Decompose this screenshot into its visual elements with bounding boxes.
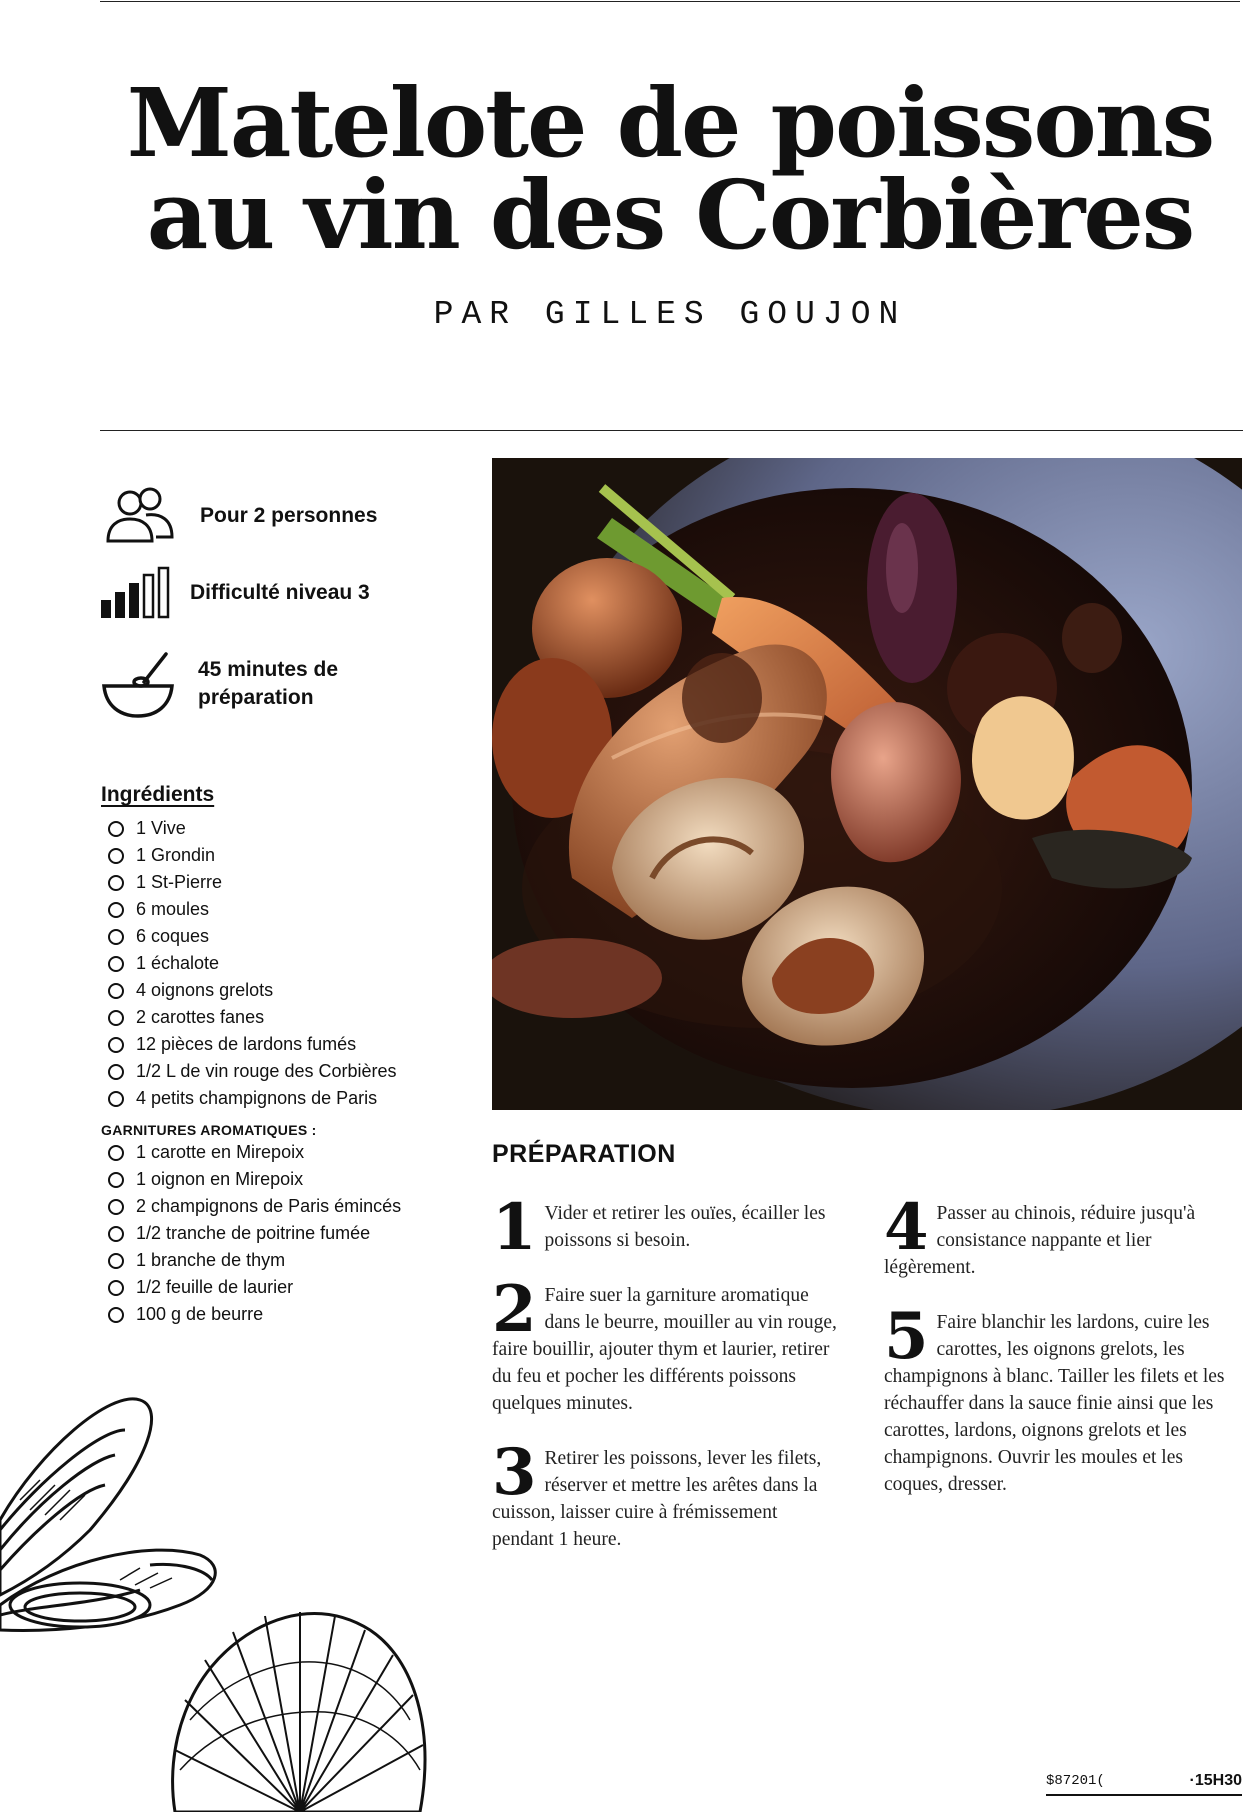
step-text: Retirer les poissons, lever les filets, réserver et mettre les arêtes dans la cuisson, laisser cuire à frémissement pendant 1 heure. [492,1448,822,1550]
step-number: 4 [884,1190,929,1265]
ingredient-item: 1 échalote [108,950,397,977]
step-number: 1 [492,1190,537,1265]
section-rule [100,430,1243,431]
circle-bullet-icon [108,1226,124,1242]
difficulty-text: Difficulté niveau 3 [190,581,370,604]
step-number: 2 [492,1272,537,1347]
author-byline: PAR GILLES GOUJON [433,296,907,333]
ingredient-item: 4 oignons grelots [108,977,397,1004]
circle-bullet-icon [108,1280,124,1296]
circle-bullet-icon [108,1199,124,1215]
garniture-item: 1 branche de thym [108,1247,401,1274]
circle-bullet-icon [108,1172,124,1188]
circle-bullet-icon [108,1145,124,1161]
step-text: Passer au chinois, réduire jusqu'à consistance nappante et lier légèrement. [884,1203,1196,1278]
prep-step-5 [884,1299,1239,1498]
garniture-item: 1/2 feuille de laurier [108,1274,401,1301]
circle-bullet-icon [108,902,124,918]
top-rule [100,1,1240,2]
garnitures-title: GARNITURES AROMATIQUES : [101,1122,317,1138]
circle-bullet-icon [108,821,124,837]
prep-time-info [100,648,398,720]
dish-photo [492,458,1242,1110]
circle-bullet-icon [108,875,124,891]
ingredient-item: 6 moules [108,896,397,923]
ingredient-item: 1 Grondin [108,842,397,869]
recipe-title-line-2: au vin des Corbières [146,160,1194,271]
circle-bullet-icon [108,1010,124,1026]
ingredient-item: 1 St-Pierre [108,869,397,896]
circle-bullet-icon [108,1307,124,1323]
prep-step-4 [884,1190,1239,1281]
step-text: Vider et retirer les ouïes, écailler les poissons si besoin. [544,1203,826,1251]
circle-bullet-icon [108,1091,124,1107]
garniture-item: 1/2 tranche de poitrine fumée [108,1220,401,1247]
difficulty-info [100,566,370,620]
prep-step-2 [492,1272,837,1417]
preparation-title: PRÉPARATION [492,1140,676,1168]
page-footer [1046,1772,1242,1796]
prep-step-3 [492,1435,837,1553]
garniture-item: 2 champignons de Paris émincés [108,1193,401,1220]
footer-page-label: ·15H30 [1189,1772,1242,1789]
step-number: 3 [492,1435,537,1510]
ingredients-list [108,815,397,1112]
circle-bullet-icon [108,983,124,999]
servings-text: Pour 2 personnes [200,504,378,527]
ingredient-item: 6 coques [108,923,397,950]
recipe-title-line-1: Matelote de poissons [126,68,1214,179]
people-icon [100,485,178,547]
circle-bullet-icon [108,929,124,945]
ingredient-item: 2 carottes fanes [108,1004,397,1031]
circle-bullet-icon [108,1253,124,1269]
footer-code: $87201( [1046,1773,1105,1789]
circle-bullet-icon [108,1064,124,1080]
prep-step-1 [492,1190,837,1265]
step-number: 5 [884,1299,929,1374]
circle-bullet-icon [108,848,124,864]
scallop-shell-illustration-icon [165,1600,435,1812]
ingredient-item: 1 Vive [108,815,397,842]
recipe-title [90,68,1250,271]
step-text: Faire suer la garniture aromatique dans le beurre, mouiller au vin rouge, faire bouillir, ajouter thym et laurier, retirer du feu et pocher les différents poissons quelques minutes. [492,1285,837,1414]
prep-time-text: 45 minutes de préparation [198,658,339,709]
ingredients-title: Ingrédients [101,783,215,806]
garnitures-list [108,1139,401,1328]
mixing-bowl-icon [100,648,176,720]
garniture-item: 100 g de beurre [108,1301,401,1328]
circle-bullet-icon [108,1037,124,1053]
step-text: Faire blanchir les lardons, cuire les carottes, les oignons grelots, les champignons à blanc. Tailler les filets et les réchauffer dans la sauce finie ainsi que les carottes, lardons, oignons grelots et les champignons. Ouvrir les moules et les coques, dresser. [884,1312,1225,1495]
circle-bullet-icon [108,956,124,972]
ingredient-item: 4 petits champignons de Paris [108,1085,397,1112]
difficulty-bars-icon [100,566,172,620]
servings-info [100,485,377,547]
garniture-item: 1 carotte en Mirepoix [108,1139,401,1166]
ingredient-item: 1/2 L de vin rouge des Corbières [108,1058,397,1085]
ingredient-item: 12 pièces de lardons fumés [108,1031,397,1058]
garniture-item: 1 oignon en Mirepoix [108,1166,401,1193]
